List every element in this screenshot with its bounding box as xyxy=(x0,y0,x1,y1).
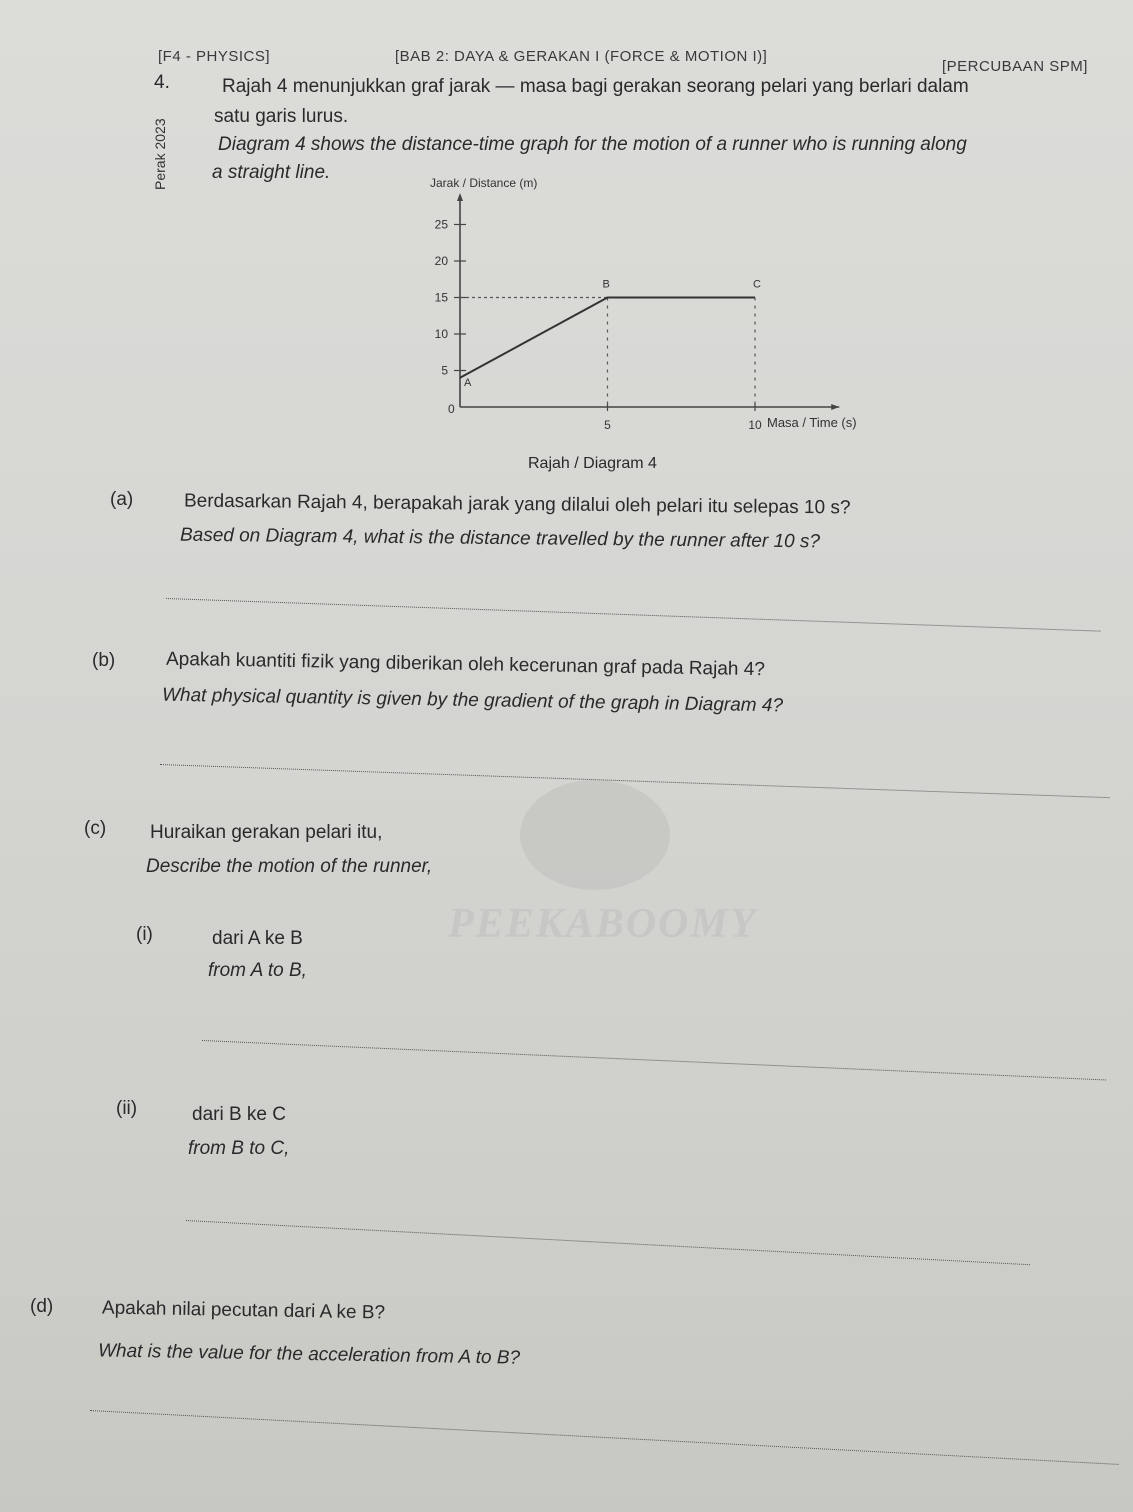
y-axis-label: Jarak / Distance (m) xyxy=(430,176,538,190)
watermark-text: PEEKABOOMY xyxy=(448,901,758,947)
y-axis-arrow xyxy=(457,193,463,201)
answer-line-c-ii[interactable] xyxy=(186,1220,1030,1265)
part-c-label: (c) xyxy=(84,818,107,839)
graph-axes xyxy=(457,193,839,410)
part-a-label: (a) xyxy=(110,489,134,510)
watermark-figure xyxy=(520,780,670,890)
part-a-ms: Berdasarkan Rajah 4, berapakah jarak yang dilalui oleh pelari itu selepas 10 s? xyxy=(183,490,851,519)
part-c-i-label: (i) xyxy=(136,924,153,945)
part-b-label: (b) xyxy=(92,650,116,671)
graph-marks xyxy=(460,279,761,408)
answer-line-d[interactable] xyxy=(90,1410,1119,1465)
y-tick-label: 15 xyxy=(434,290,448,305)
question-number: 4. xyxy=(154,72,170,93)
point-label-a: A xyxy=(464,376,472,389)
part-c-en: Describe the motion of the runner, xyxy=(146,856,433,877)
x-tick-label: 10 xyxy=(748,418,762,432)
side-label: Perak 2023 xyxy=(152,118,168,190)
x-tick-label: 5 xyxy=(604,418,611,432)
y-tick-label: 25 xyxy=(434,217,448,232)
header-chapter: [BAB 2: DAYA & GERAKAN I (FORCE & MOTION I)] xyxy=(395,48,768,65)
part-c-ii-en: from B to C, xyxy=(188,1138,290,1159)
part-c-ii-ms: dari B ke C xyxy=(192,1104,286,1125)
intro-ms-line2: satu garis lurus. xyxy=(214,106,349,127)
y-tick-label: 5 xyxy=(441,363,448,378)
intro-ms-line1: Rajah 4 menunjukkan graf jarak — masa bagi gerakan seorang pelari yang berlari dalam xyxy=(222,76,969,97)
diagram-caption: Rajah / Diagram 4 xyxy=(528,455,657,472)
distance-time-graph xyxy=(400,165,920,455)
intro-en-line1: Diagram 4 shows the distance-time graph for the motion of a runner who is running along xyxy=(218,134,967,155)
part-c-ms: Huraikan gerakan pelari itu, xyxy=(150,822,383,843)
part-b-en: What physical quantity is given by the gradient of the graph in Diagram 4? xyxy=(161,684,784,717)
part-c-ii-label: (ii) xyxy=(116,1098,138,1119)
y-tick-label: 20 xyxy=(434,254,448,268)
y-tick-label: 10 xyxy=(434,327,448,341)
intro-en-line2: a straight line. xyxy=(212,162,331,183)
part-d-ms: Apakah nilai pecutan dari A ke B? xyxy=(101,1297,386,1324)
answer-line-c-i[interactable] xyxy=(202,1040,1106,1080)
origin-label: 0 xyxy=(448,402,455,416)
answer-line-a[interactable] xyxy=(166,598,1100,632)
header-exam: [PERCUBAAN SPM] xyxy=(942,58,1088,75)
x-axis-label: Masa / Time (s) xyxy=(767,415,857,430)
graph-ticks xyxy=(435,218,762,433)
x-axis-arrow xyxy=(831,404,839,410)
header-form: [F4 - PHYSICS] xyxy=(158,48,271,65)
part-a-en: Based on Diagram 4, what is the distance travelled by the runner after 10 s? xyxy=(179,524,821,553)
part-c-i-en: from A to B, xyxy=(208,960,307,981)
part-d-label: (d) xyxy=(30,1296,54,1317)
point-label-c: C xyxy=(753,278,761,291)
part-c-i-ms: dari A ke B xyxy=(212,928,303,949)
point-label-b: B xyxy=(602,278,610,291)
part-d-en: What is the value for the acceleration from A to B? xyxy=(97,1340,521,1369)
part-b-ms: Apakah kuantiti fizik yang diberikan oleh kecerunan graf pada Rajah 4? xyxy=(165,648,766,681)
